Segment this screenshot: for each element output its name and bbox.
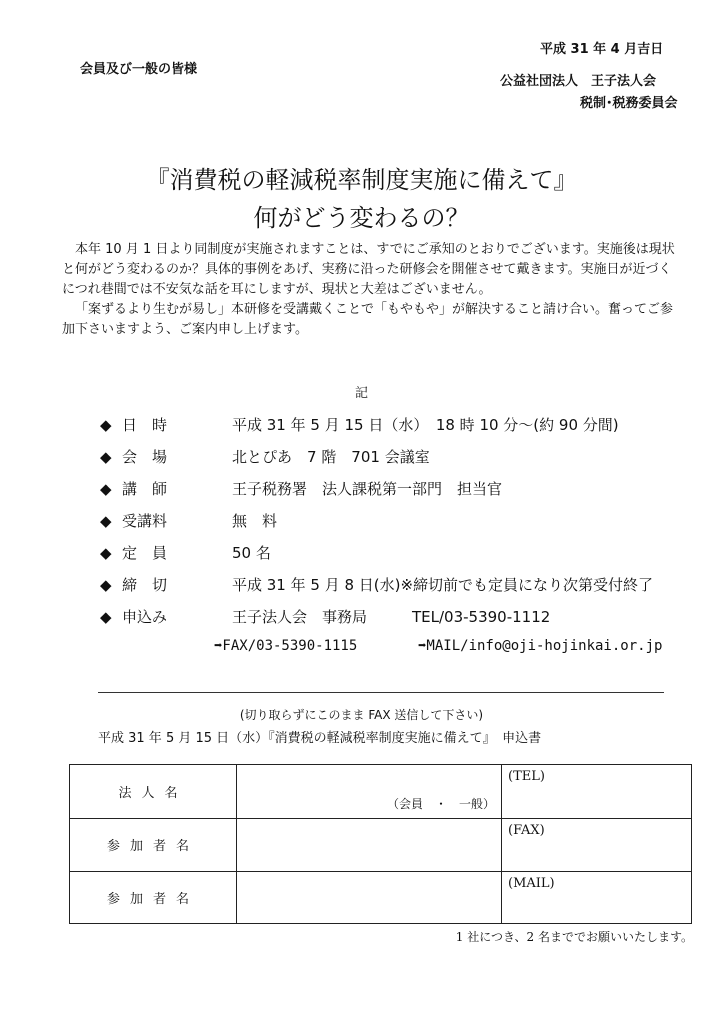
- detail-row-venue: [100, 446, 430, 467]
- salutation: 会員及び一般の皆様: [80, 62, 198, 77]
- application-form-title: 平成 31 年 5 月 15 日（水）『消費税の軽減税率制度実施に備えて』 申込書: [98, 731, 542, 746]
- diamond-icon: ◆: [100, 480, 112, 498]
- detail-row-lecturer: [100, 478, 502, 499]
- detail-value: 北とぴあ 7 階 701 会議室: [232, 448, 430, 466]
- intro-paragraph-1: 本年 10 月 1 日より同制度が実施されますことは、すでにご承知のとおりでございます。実施後は現状と何がどう変わるのか？具体的事例をあげ、実務に沿った研修会を開催させて戴きます。実施日が近づくにつれ巷間では不安気な話を耳にしますが、現状と大差はございません。: [62, 242, 675, 297]
- participant-name-field-1[interactable]: [237, 819, 502, 871]
- detail-label: 受講料: [122, 512, 168, 530]
- diamond-icon: ◆: [100, 448, 112, 466]
- intro-text: [62, 240, 682, 340]
- diamond-icon: ◆: [100, 544, 112, 562]
- participant-name-label: 参加者名: [70, 819, 237, 871]
- fax-instruction: (切り取らずにこのまま FAX 送信して下さい): [239, 708, 484, 722]
- detail-value: 平成 31 年 5 月 8 日(水)※締切前でも定員になり次第受付終了: [232, 576, 654, 594]
- detail-label: 締 切: [122, 576, 168, 594]
- participant-name-label: 参加者名: [70, 871, 237, 923]
- page-title: 『消費税の軽減税率制度実施に備えて』: [145, 166, 578, 194]
- notice-heading: 記: [354, 386, 368, 401]
- page-subtitle: 何がどう変わるの？: [253, 204, 470, 232]
- detail-value: 無 料: [232, 512, 278, 530]
- diamond-icon: ◆: [100, 576, 112, 594]
- detail-label: 講 師: [122, 480, 168, 498]
- fax-contact: ➡FAX/03-5390-1115: [214, 638, 358, 654]
- detail-row-datetime: [100, 414, 619, 435]
- committee-name: 税制･税務委員会: [580, 96, 678, 111]
- detail-row-capacity: [100, 542, 271, 563]
- corp-name-field[interactable]: [237, 765, 502, 819]
- detail-value: 50 名: [232, 544, 271, 562]
- mail-contact: ➡MAIL/info@oji-hojinkai.or.jp: [418, 638, 663, 654]
- corp-name-label: 法人名: [70, 765, 237, 819]
- detail-value: 王子法人会 事務局 TEL/03-5390-1112: [232, 608, 551, 626]
- detail-row-application: [100, 606, 550, 627]
- application-form-table: [69, 764, 692, 924]
- member-type-text: （会員 ・ 一般）: [386, 797, 495, 812]
- intro-paragraph-2: 「案ずるより生むが易し」本研修を受講戴くことで「もやもや」が解決すること請け合い。奮ってご参加下さいますよう、ご案内申し上げます。: [62, 302, 674, 337]
- detail-row-fee: [100, 510, 277, 531]
- form-footnote: 1 社につき、2 名まででお願いいたします。: [455, 930, 693, 944]
- diamond-icon: ◆: [100, 416, 112, 434]
- diamond-icon: ◆: [100, 512, 112, 530]
- diamond-icon: ◆: [100, 608, 112, 626]
- detail-value: 王子税務署 法人課税第一部門 担当官: [232, 480, 503, 498]
- participant-name-field-2[interactable]: [237, 871, 502, 923]
- mail-field[interactable]: (MAIL): [502, 871, 692, 923]
- issue-date: 平成 31 年 4 月吉日: [540, 42, 664, 57]
- tel-field[interactable]: (TEL): [502, 765, 692, 819]
- detail-value: 平成 31 年 5 月 15 日（水） 18 時 10 分～(約 90 分間): [232, 416, 619, 434]
- cut-line: [98, 692, 664, 693]
- organization-name: 公益社団法人 王子法人会: [500, 74, 657, 89]
- fax-field[interactable]: (FAX): [502, 819, 692, 871]
- detail-label: 会 場: [122, 448, 168, 466]
- detail-row-deadline: [100, 574, 653, 595]
- detail-label: 日 時: [122, 416, 168, 434]
- detail-label: 定 員: [122, 544, 168, 562]
- detail-label: 申込み: [122, 608, 168, 626]
